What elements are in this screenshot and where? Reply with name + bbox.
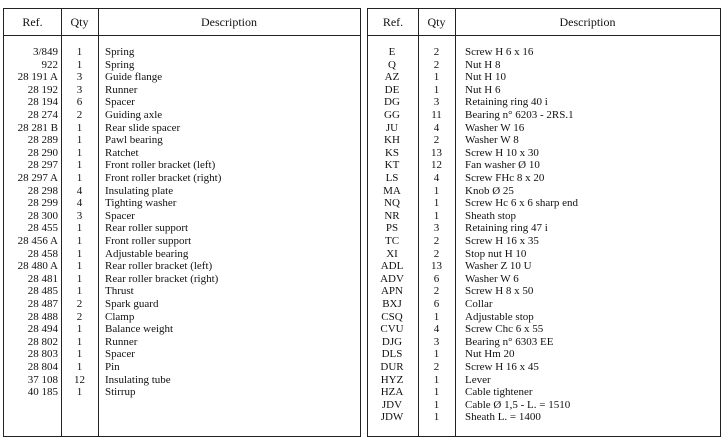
table-row [4, 222, 360, 235]
table-row [368, 298, 720, 311]
table-row [4, 46, 360, 59]
qty-cell: 4 [433, 121, 440, 134]
ref-cell: 28 290 [27, 146, 58, 159]
table-row [368, 134, 720, 147]
table-row [368, 348, 720, 361]
ref-cell: PS [385, 222, 399, 235]
description-cell: Knob Ø 25 [465, 184, 514, 197]
table-row [4, 84, 360, 97]
ref-cell: DG [384, 96, 400, 109]
qty-cell: 2 [433, 247, 440, 260]
table-row [4, 210, 360, 223]
description-cell: Guiding axle [105, 109, 163, 121]
qty-cell: 1 [76, 323, 83, 336]
qty-cell: 12 [74, 373, 85, 386]
table-row [368, 71, 720, 84]
ref-cell: MA [383, 184, 401, 197]
table-row [4, 336, 360, 349]
table-row [4, 273, 360, 286]
description-cell: Screw H 16 x 35 [465, 235, 539, 247]
qty-cell: 11 [431, 109, 442, 121]
ref-cell: DLS [381, 348, 403, 361]
table-row [368, 323, 720, 336]
table-row [368, 248, 720, 261]
ref-cell: BXJ [382, 298, 402, 310]
description-cell: Rear roller bracket (right) [105, 272, 219, 285]
ref-cell: 28 804 [27, 361, 58, 373]
description-cell: Washer Z 10 U [465, 260, 532, 273]
qty-cell: 1 [76, 285, 83, 298]
description-cell: Nut H 8 [465, 58, 501, 71]
qty-cell: 1 [76, 361, 83, 373]
qty-cell: 4 [433, 172, 440, 184]
qty-cell: 1 [433, 184, 440, 197]
qty-cell: 1 [76, 58, 83, 71]
qty-cell: 13 [431, 146, 442, 159]
table-row [4, 323, 360, 336]
ref-cell: 28 300 [27, 209, 58, 222]
table-row [368, 185, 720, 198]
description-cell: Front roller bracket (right) [105, 172, 222, 184]
table-row [4, 197, 360, 210]
ref-cell: 28 458 [27, 247, 58, 260]
qty-cell: 6 [433, 298, 440, 310]
table-row [368, 273, 720, 286]
description-cell: Ratchet [105, 146, 139, 159]
description-cell: Insulating tube [105, 373, 171, 386]
ref-cell: NQ [384, 197, 400, 210]
header-divider [368, 35, 720, 36]
ref-cell: 40 185 [27, 386, 58, 399]
parts-table-right [367, 8, 721, 437]
description-cell: Stirrup [105, 386, 136, 399]
description-cell: Screw Chc 6 x 55 [465, 323, 544, 336]
qty-cell: 3 [433, 96, 440, 109]
qty-cell: 1 [76, 46, 83, 58]
description-cell: Guide flange [105, 71, 163, 84]
description-cell: Clamp [105, 310, 135, 323]
table-row [4, 147, 360, 160]
table-row [4, 361, 360, 374]
ref-cell: CVU [380, 323, 404, 336]
description-cell: Nut Hm 20 [465, 348, 515, 361]
table-row [4, 298, 360, 311]
ref-cell: 28 487 [27, 298, 58, 310]
table-row [4, 172, 360, 185]
table-row [368, 122, 720, 135]
description-cell: Retaining ring 47 i [465, 222, 548, 235]
qty-cell: 3 [433, 222, 440, 235]
table-row [368, 374, 720, 387]
description-cell: Screw Hc 6 x 6 sharp end [465, 197, 579, 210]
header-description: Description [201, 15, 257, 29]
qty-cell: 1 [76, 348, 83, 361]
qty-cell: 1 [76, 159, 83, 172]
ref-cell: 28 455 [27, 222, 58, 235]
ref-cell: 28 194 [27, 96, 58, 109]
description-cell: Collar [465, 298, 493, 310]
qty-cell: 1 [433, 348, 440, 361]
description-cell: Spacer [105, 209, 135, 222]
ref-cell: HZA [380, 386, 404, 399]
ref-cell: KT [384, 159, 400, 172]
qty-cell: 1 [433, 197, 440, 210]
ref-cell: Q [388, 58, 396, 71]
table-row [368, 84, 720, 97]
description-cell: Front roller support [105, 235, 192, 247]
ref-cell: NR [384, 209, 400, 222]
description-cell: Sheath L. = 1400 [465, 411, 541, 424]
qty-cell: 1 [76, 335, 83, 348]
ref-cell: JDV [381, 398, 403, 411]
qty-cell: 2 [433, 235, 440, 247]
table-row [368, 172, 720, 185]
description-cell: Rear roller support [105, 222, 189, 235]
description-cell: Washer W 16 [465, 121, 525, 134]
description-cell: Screw H 6 x 16 [465, 46, 534, 58]
description-cell: Rear roller bracket (left) [105, 260, 213, 273]
qty-cell: 2 [433, 134, 440, 147]
qty-cell: 1 [76, 247, 83, 260]
description-cell: Stop nut H 10 [465, 247, 527, 260]
table-row [368, 210, 720, 223]
ref-cell: 28 485 [27, 285, 58, 298]
description-cell: Bearing n° 6203 - 2RS.1 [465, 109, 574, 121]
qty-cell: 4 [76, 184, 83, 197]
qty-cell: 2 [433, 46, 440, 58]
description-cell: Spacer [105, 96, 135, 109]
ref-cell: 28 191 A [17, 71, 58, 84]
table-row [4, 386, 360, 399]
table-row [4, 96, 360, 109]
ref-cell: 28 481 [27, 272, 58, 285]
description-cell: Runner [105, 83, 138, 96]
qty-cell: 1 [433, 310, 440, 323]
qty-cell: 1 [433, 71, 440, 84]
header-qty: Qty [427, 15, 446, 29]
ref-cell: XI [386, 247, 398, 260]
ref-cell: 28 480 A [17, 260, 58, 273]
qty-cell: 1 [433, 373, 440, 386]
qty-cell: 2 [76, 298, 83, 310]
ref-cell: 28 274 [27, 109, 58, 121]
ref-cell: 28 281 B [17, 121, 58, 134]
qty-cell: 1 [76, 146, 83, 159]
description-cell: Washer W 6 [465, 272, 519, 285]
table-row [4, 122, 360, 135]
ref-cell: DE [384, 83, 400, 96]
ref-cell: AZ [384, 71, 400, 84]
table-row [368, 260, 720, 273]
description-cell: Pawl bearing [105, 134, 163, 147]
parts-table-left [3, 8, 361, 437]
qty-cell: 1 [76, 260, 83, 273]
table-row [368, 46, 720, 59]
ref-cell: 28 803 [27, 348, 58, 361]
qty-cell: 1 [433, 83, 440, 96]
table-row [368, 361, 720, 374]
table-row [4, 59, 360, 72]
description-cell: Spacer [105, 348, 135, 361]
table-row [4, 311, 360, 324]
qty-cell: 4 [76, 197, 83, 210]
ref-cell: ADL [380, 260, 404, 273]
ref-cell: HYZ [380, 373, 404, 386]
qty-cell: 1 [76, 172, 83, 184]
description-cell: Retaining ring 40 i [465, 96, 548, 109]
header-divider [4, 35, 360, 36]
qty-cell: 3 [76, 83, 83, 96]
description-cell: Nut H 10 [465, 71, 506, 84]
qty-cell: 1 [76, 235, 83, 247]
qty-cell: 2 [76, 310, 83, 323]
ref-cell: 28 456 A [17, 235, 58, 247]
table-row [368, 235, 720, 248]
ref-cell: 28 297 [27, 159, 58, 172]
ref-cell: CSQ [381, 310, 403, 323]
description-cell: Spring [105, 46, 135, 58]
table-row [368, 109, 720, 122]
description-cell: Thrust [105, 285, 134, 298]
qty-cell: 12 [431, 159, 442, 172]
description-cell: Fan washer Ø 10 [465, 159, 540, 172]
qty-cell: 3 [76, 209, 83, 222]
description-cell: Bearing n° 6303 EE [465, 335, 554, 348]
header-qty: Qty [70, 15, 89, 29]
description-cell: Sheath stop [465, 209, 517, 222]
header-ref: Ref. [22, 15, 43, 29]
table-row [4, 134, 360, 147]
description-cell: Screw FHc 8 x 20 [465, 172, 545, 184]
table-row [4, 348, 360, 361]
qty-cell: 6 [76, 96, 83, 109]
description-cell: Spark guard [105, 298, 159, 310]
ref-cell: 28 289 [27, 134, 58, 147]
ref-cell: GG [384, 109, 400, 121]
table-row [368, 311, 720, 324]
ref-cell: 3/849 [32, 46, 58, 58]
ref-cell: ADV [380, 272, 404, 285]
ref-cell: 28 297 A [17, 172, 58, 184]
description-cell: Runner [105, 335, 138, 348]
ref-cell: KH [384, 134, 400, 147]
qty-cell: 1 [76, 272, 83, 285]
ref-cell: 28 299 [27, 197, 58, 210]
table-row [4, 159, 360, 172]
header-ref: Ref. [382, 15, 404, 29]
ref-cell: 28 802 [27, 335, 58, 348]
ref-cell: LS [385, 172, 399, 184]
table-row [4, 109, 360, 122]
table-row [368, 285, 720, 298]
table-row [368, 222, 720, 235]
table-row [368, 59, 720, 72]
description-cell: Cable Ø 1,5 - L. = 1510 [465, 398, 571, 411]
table-row [368, 399, 720, 412]
ref-cell: DJG [381, 335, 403, 348]
description-cell: Screw H 16 x 45 [465, 361, 539, 373]
description-cell: Tighting washer [105, 197, 177, 210]
table-row [4, 248, 360, 261]
qty-cell: 6 [433, 272, 440, 285]
ref-cell: 28 192 [27, 83, 58, 96]
description-cell: Balance weight [105, 323, 174, 336]
ref-cell: JDW [380, 411, 404, 424]
qty-cell: 1 [76, 222, 83, 235]
ref-cell: APN [380, 285, 403, 298]
table-row [368, 96, 720, 109]
table-row [368, 147, 720, 160]
table-row [4, 235, 360, 248]
qty-cell: 1 [433, 386, 440, 399]
table-row [368, 197, 720, 210]
qty-cell: 2 [433, 285, 440, 298]
qty-cell: 1 [433, 411, 440, 424]
description-cell: Cable tightener [465, 386, 533, 399]
description-cell: Front roller bracket (left) [105, 159, 216, 172]
ref-cell: DUR [380, 361, 404, 373]
qty-cell: 1 [433, 209, 440, 222]
table-row [4, 260, 360, 273]
table-row [4, 374, 360, 387]
description-cell: Adjustable stop [465, 310, 534, 323]
ref-cell: 922 [41, 58, 58, 71]
qty-cell: 4 [433, 323, 440, 336]
table-row [368, 411, 720, 424]
qty-cell: 2 [433, 361, 440, 373]
description-cell: Pin [105, 361, 120, 373]
qty-cell: 2 [433, 58, 440, 71]
table-row [368, 386, 720, 399]
description-cell: Lever [465, 373, 491, 386]
qty-cell: 3 [76, 71, 83, 84]
description-cell: Adjustable bearing [105, 247, 189, 260]
table-row [4, 285, 360, 298]
table-row [368, 159, 720, 172]
description-cell: Washer W 8 [465, 134, 519, 147]
qty-cell: 1 [433, 398, 440, 411]
table-row [368, 336, 720, 349]
ref-cell: KS [384, 146, 400, 159]
ref-cell: JU [385, 121, 399, 134]
description-cell: Spring [105, 58, 135, 71]
ref-cell: 28 494 [27, 323, 58, 336]
description-cell: Insulating plate [105, 184, 174, 197]
description-cell: Screw H 10 x 30 [465, 146, 539, 159]
qty-cell: 3 [433, 335, 440, 348]
description-cell: Screw H 8 x 50 [465, 285, 534, 298]
qty-cell: 1 [76, 134, 83, 147]
qty-cell: 13 [431, 260, 442, 273]
table-row [4, 185, 360, 198]
qty-cell: 1 [76, 121, 83, 134]
ref-cell: 37 108 [27, 373, 58, 386]
qty-cell: 1 [76, 386, 83, 399]
ref-cell: TC [384, 235, 400, 247]
ref-cell: 28 488 [27, 310, 58, 323]
description-cell: Nut H 6 [465, 83, 501, 96]
ref-cell: E [388, 46, 396, 58]
table-row [4, 71, 360, 84]
description-cell: Rear slide spacer [105, 121, 181, 134]
qty-cell: 2 [76, 109, 83, 121]
ref-cell: 28 298 [27, 184, 58, 197]
header-description: Description [559, 15, 616, 29]
